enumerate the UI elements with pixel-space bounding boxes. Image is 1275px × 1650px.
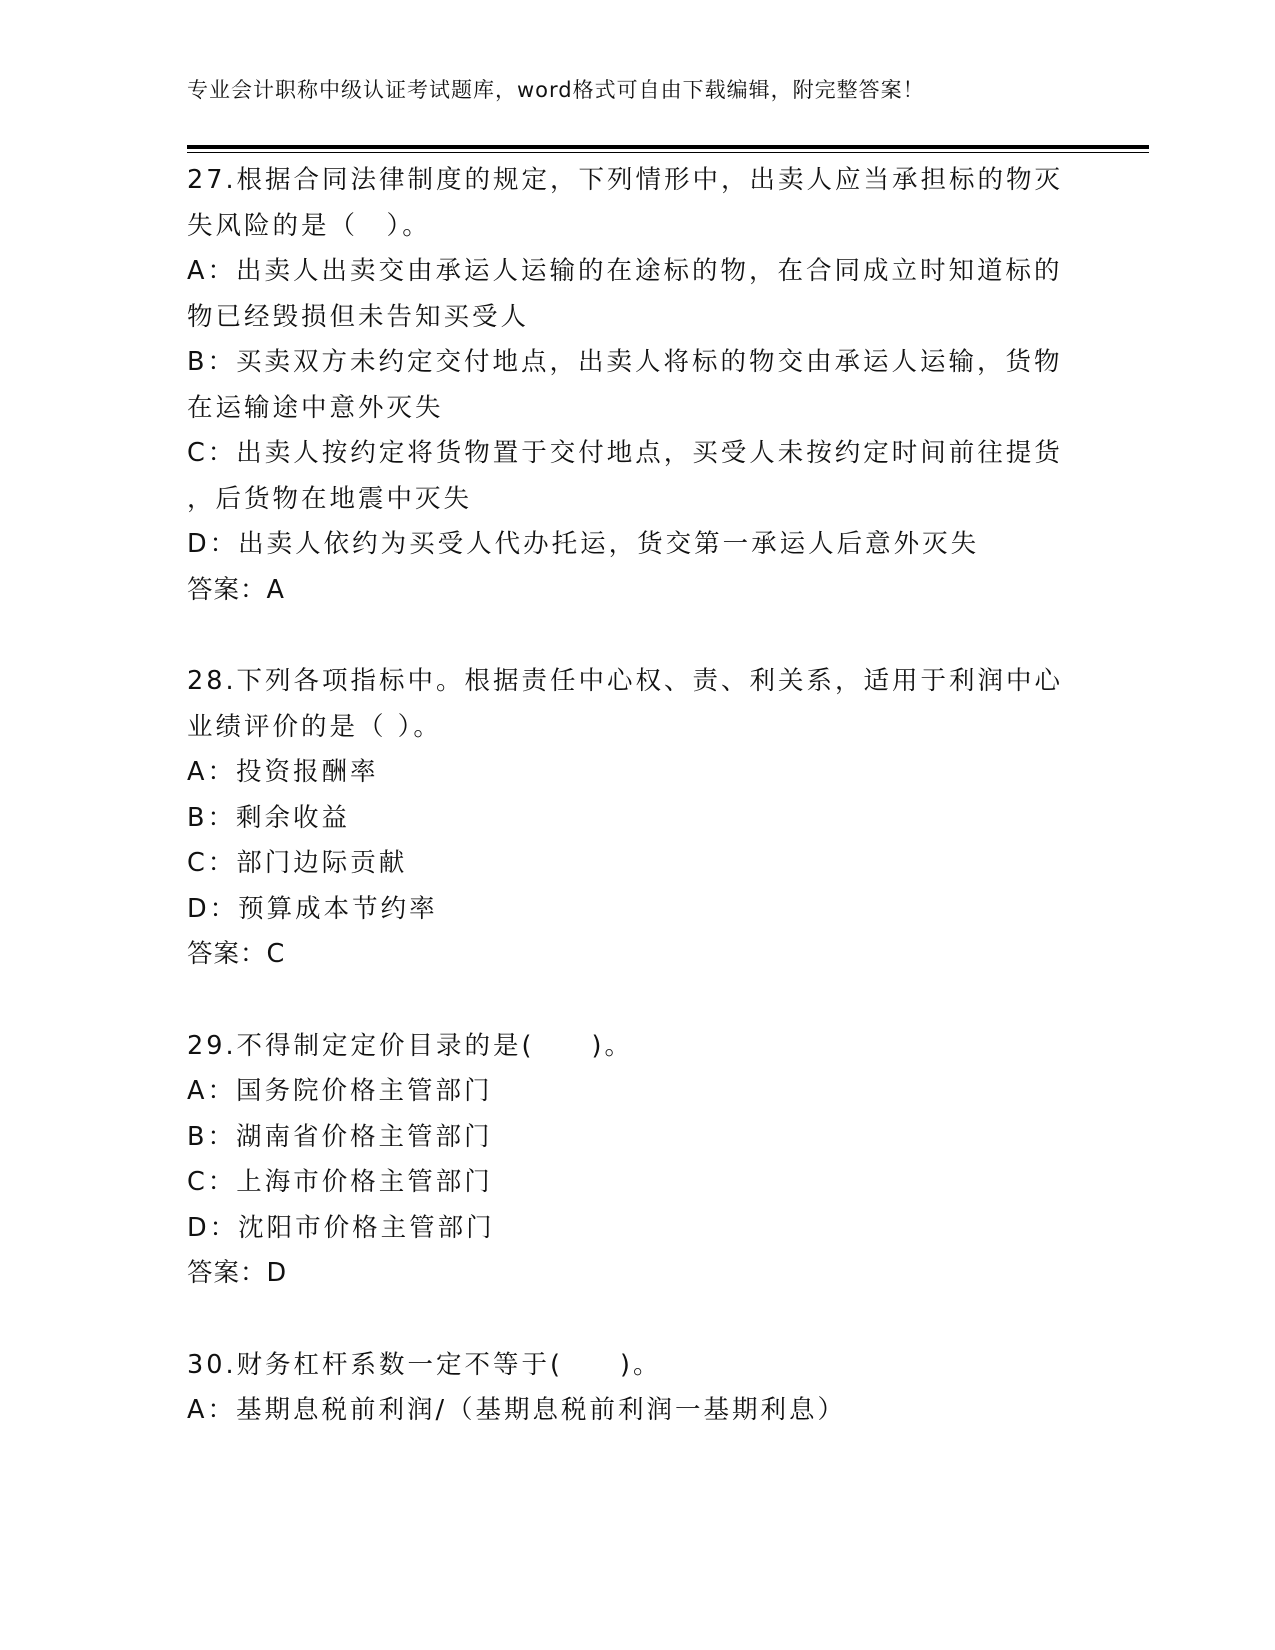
page-header: 专业会计职称中级认证考试题库，word格式可自由下载编辑，附完整答案！ — [187, 78, 925, 102]
answer-label: 答案： — [187, 1258, 267, 1288]
option-c: C：出卖人按约定将货物置于交付地点，买受人未按约定时间前往提货 — [187, 438, 1063, 468]
option-c: C：部门边际贡献 — [187, 848, 408, 878]
option-b: B：湖南省价格主管部门 — [187, 1121, 493, 1152]
option-b: B：剩余收益 — [187, 802, 350, 833]
answer-label: 答案： — [187, 574, 267, 605]
option-a: A：国务院价格主管部门 — [187, 1076, 493, 1106]
question-30 — [187, 1343, 1077, 1434]
option-c: C：上海市价格主管部门 — [187, 1167, 493, 1197]
question-stem: 业绩评价的是（ ）。 — [187, 711, 442, 742]
answer — [187, 932, 1077, 978]
option-a: A：基期息税前利润/（基期息税前利润一基期利息） — [187, 1395, 847, 1425]
question-stem: 30.财务杠杆系数一定不等于( )。 — [187, 1349, 662, 1380]
option-d: D：沈阳市价格主管部门 — [187, 1212, 495, 1243]
question-stem: 27.根据合同法律制度的规定，下列情形中，出卖人应当承担标的物灭 — [187, 165, 1064, 195]
question-stem: 29.不得制定定价目录的是( )。 — [187, 1030, 633, 1061]
question-stem: 失风险的是（ ）。 — [187, 210, 431, 241]
question-28 — [187, 659, 1077, 978]
header-rule-thin — [187, 152, 1149, 153]
question-29 — [187, 1024, 1077, 1297]
answer-label: 答案： — [187, 939, 267, 969]
answer-value: D — [266, 1258, 288, 1288]
option-a: A：投资报酬率 — [187, 757, 379, 787]
header-rule-thick — [187, 145, 1149, 149]
option-d: D：预算成本节约率 — [187, 893, 438, 924]
option-b: 在运输途中意外灭失 — [187, 392, 444, 423]
answer-value: C — [266, 939, 286, 969]
option-a: A：出卖人出卖交由承运人运输的在途标的物，在合同成立时知道标的 — [187, 256, 1063, 286]
answer-value: A — [266, 574, 285, 605]
option-c: ，后货物在地震中灭失 — [187, 483, 473, 514]
question-27 — [187, 158, 1077, 613]
option-a: 物已经毁损但未告知买受人 — [187, 301, 530, 332]
answer — [187, 568, 1077, 614]
question-list — [187, 158, 1077, 1480]
answer — [187, 1251, 1077, 1297]
option-b: B：买卖双方未约定交付地点，出卖人将标的物交由承运人运输，货物 — [187, 347, 1063, 377]
question-stem: 28.下列各项指标中。根据责任中心权、责、利关系，适用于利润中心 — [187, 666, 1064, 696]
option-d: D：出卖人依约为买受人代办托运，货交第一承运人后意外灭失 — [187, 529, 980, 559]
